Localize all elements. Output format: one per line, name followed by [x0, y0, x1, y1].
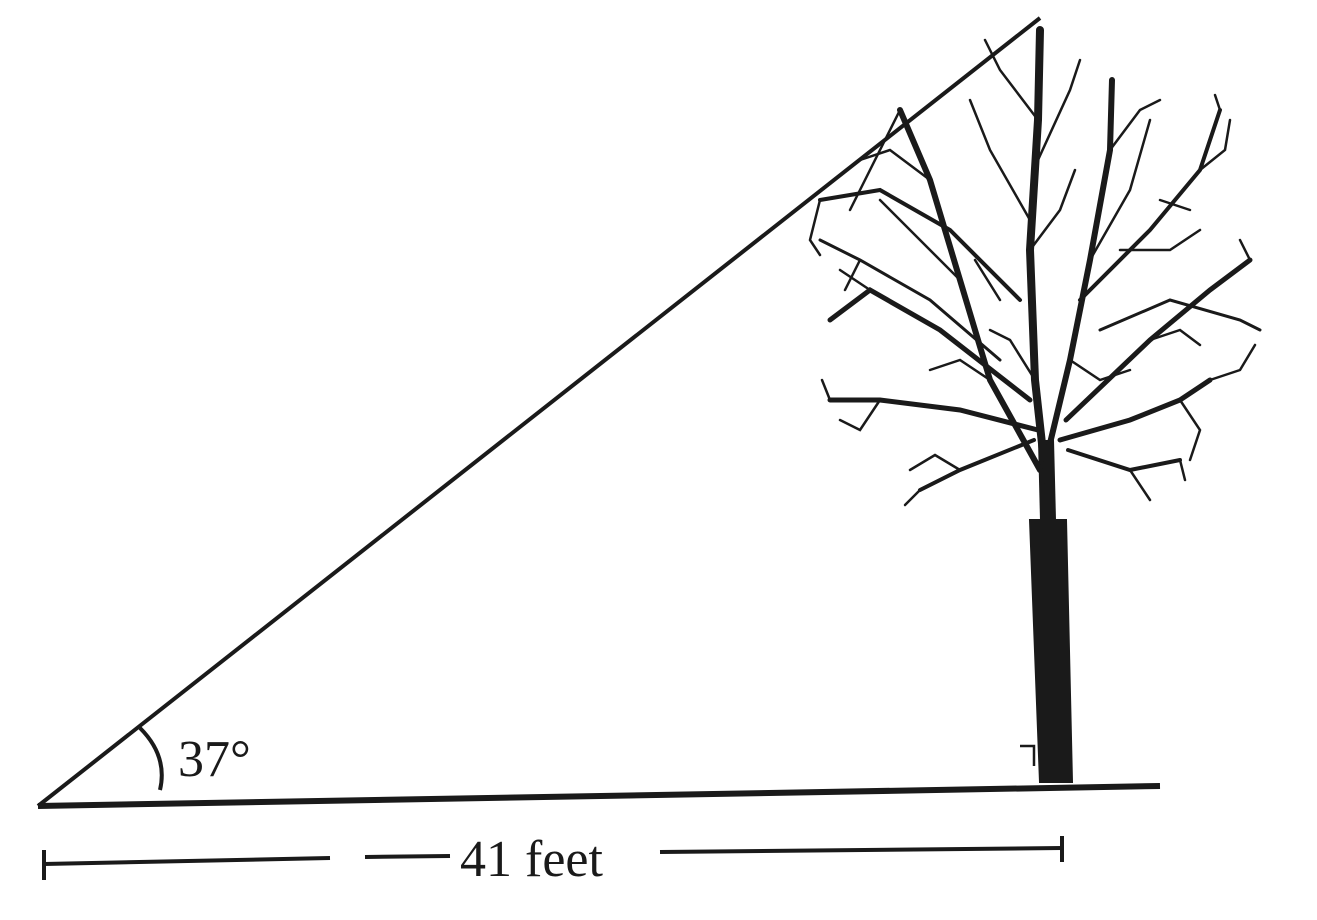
tree-icon: [810, 30, 1260, 782]
line-of-sight: [38, 18, 1040, 806]
ground-line: [38, 786, 1160, 806]
distance-label: 41 feet: [460, 831, 603, 888]
angle-arc: [140, 728, 162, 790]
right-angle-mark: [1020, 746, 1034, 766]
angle-label: 37°: [178, 731, 251, 788]
